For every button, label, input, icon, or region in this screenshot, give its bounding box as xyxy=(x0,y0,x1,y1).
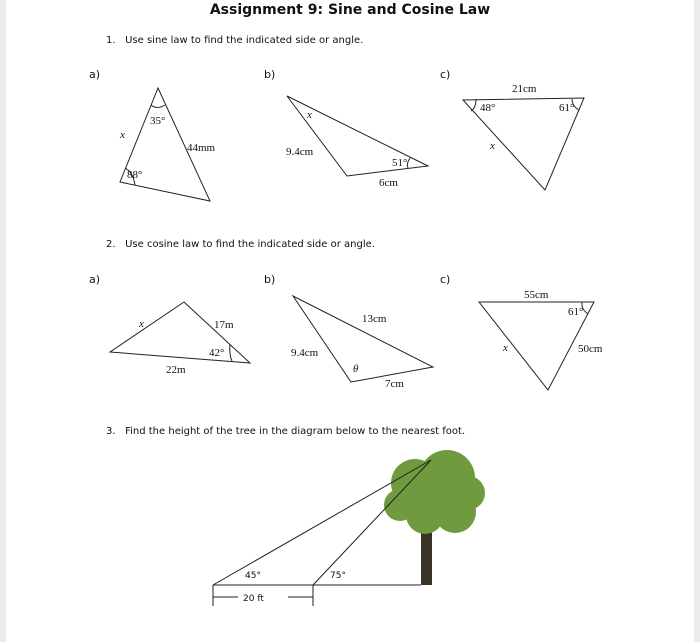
question-text: Use cosine law to find the indicated side or angle. xyxy=(125,239,375,250)
angle-label-45: 45° xyxy=(245,571,261,581)
angle-label-1c-right: 61° xyxy=(559,102,575,114)
side-label-2b-left: 9.4cm xyxy=(291,347,319,359)
side-label-1b-bottom: 6cm xyxy=(379,177,398,189)
unknown-label-1c: x xyxy=(490,140,495,152)
side-label-2b-top: 13cm xyxy=(362,313,387,325)
unknown-label-2c: x xyxy=(503,342,508,354)
part-label-2a: a) xyxy=(89,273,101,286)
angle-label-1b-right: 51° xyxy=(392,157,408,169)
side-label-2c-top: 55cm xyxy=(524,289,549,301)
page-title: Assignment 9: Sine and Cosine Law xyxy=(209,2,491,18)
angle-label-2c-right: 61° xyxy=(568,306,584,318)
part-label-1c: c) xyxy=(440,68,451,81)
part-label-2c: c) xyxy=(440,273,451,286)
side-label-2a-right: 17m xyxy=(214,319,234,331)
unknown-label-2b: θ xyxy=(353,363,359,375)
question-number: 1. xyxy=(106,35,116,46)
tree-canopy-icon xyxy=(384,450,485,534)
tree-trunk-icon xyxy=(421,528,432,585)
angle-label-75: 75° xyxy=(330,571,346,581)
angle-label-1a-top: 35° xyxy=(150,115,166,127)
side-label-1a-right: 44mm xyxy=(187,142,216,154)
angle-arc-1a-top xyxy=(151,105,165,108)
angle-label-1a-left: 88° xyxy=(127,169,143,181)
angle-arc-1b-right xyxy=(407,158,410,168)
side-label-2c-right: 50cm xyxy=(578,343,603,355)
question-number: 3. xyxy=(106,426,116,437)
tree xyxy=(384,450,485,585)
side-label-2a-bottom: 22m xyxy=(166,364,186,376)
angle-label-2a-right: 42° xyxy=(209,347,225,359)
question-number: 2. xyxy=(106,239,116,250)
part-label-1a: a) xyxy=(89,68,101,81)
sight-line-45 xyxy=(213,460,431,585)
side-label-2b-bottom: 7cm xyxy=(385,378,404,390)
part-label-2b: b) xyxy=(264,273,276,286)
question-text: Find the height of the tree in the diagram below to the nearest foot. xyxy=(125,426,466,437)
unknown-label-1b: x xyxy=(307,109,312,121)
distance-label: 20 ft xyxy=(243,594,264,604)
side-label-1b-left: 9.4cm xyxy=(286,146,314,158)
side-label-1c-top: 21cm xyxy=(512,83,537,95)
angle-label-1c-left: 48° xyxy=(480,102,496,114)
part-label-1b: b) xyxy=(264,68,276,81)
triangle-2b xyxy=(293,296,433,382)
triangle-2a xyxy=(110,302,250,363)
unknown-label-2a: x xyxy=(139,318,144,330)
unknown-label-1a: x xyxy=(120,129,125,141)
question-text: Use sine law to find the indicated side or angle. xyxy=(125,35,364,46)
